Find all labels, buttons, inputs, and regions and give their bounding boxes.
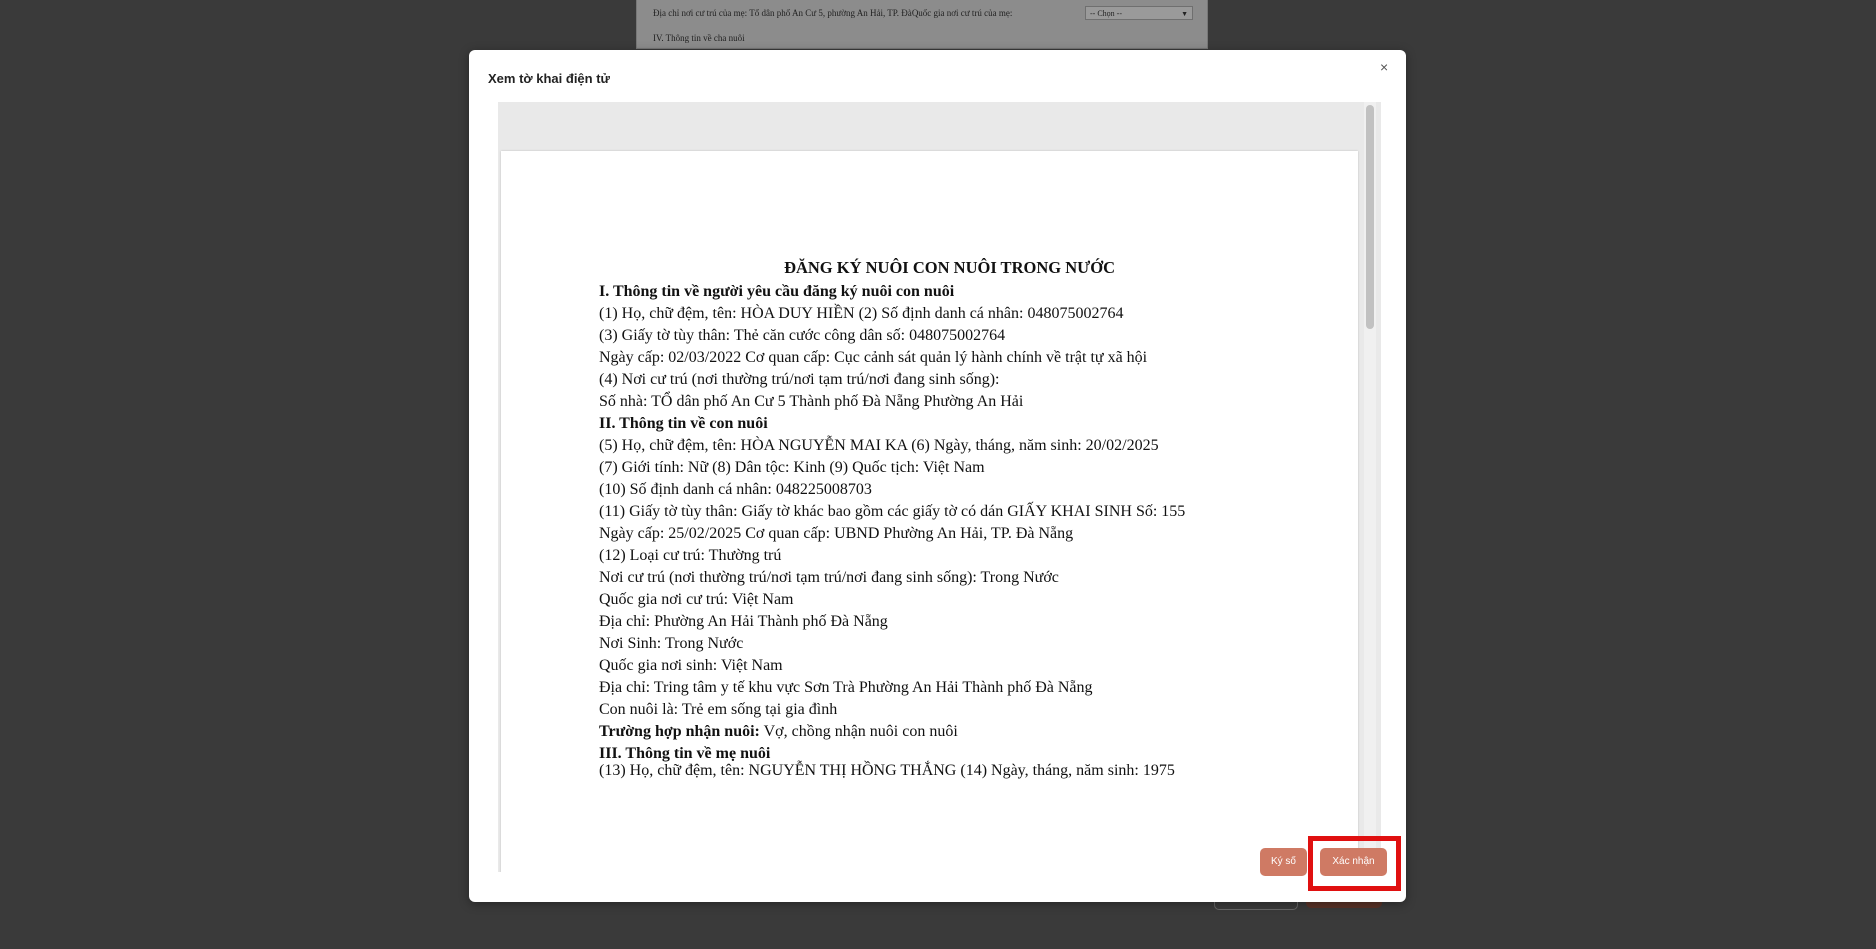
document-line: Địa chỉ: Tring tâm y tế khu vực Sơn Trà Phường An Hải Thành phố Đà Nẵng	[599, 679, 1093, 696]
document-page	[501, 151, 1358, 872]
document-line: (11) Giấy tờ tùy thân: Giấy tờ khác bao gồm các giấy tờ có dán GIẤY KHAI SINH Số: 155	[599, 503, 1186, 520]
document-line: (10) Số định danh cá nhân: 048225008703	[599, 481, 872, 498]
document-line: (1) Họ, chữ đệm, tên: HÒA DUY HIỀN (2) Số định danh cá nhân: 048075002764	[599, 305, 1124, 322]
document-scrollbar[interactable]	[1364, 102, 1376, 872]
adoption-case-line	[599, 722, 958, 742]
document-line: (12) Loại cư trú: Thường trú	[599, 547, 782, 564]
bg-country-select	[1085, 6, 1193, 20]
bg-country-select-value: -- Chọn --	[1090, 9, 1122, 18]
section-2-heading: II. Thông tin về con nuôi	[599, 415, 768, 432]
document-line: (7) Giới tính: Nữ (8) Dân tộc: Kinh (9) Quốc tịch: Việt Nam	[599, 459, 985, 476]
document-line: (13) Họ, chữ đệm, tên: NGUYỄN THỊ HỒNG THẮNG (14) Ngày, tháng, năm sinh: 1975	[599, 762, 1175, 779]
document-line: Quốc gia nơi cư trú: Việt Nam	[599, 591, 794, 608]
document-line: (5) Họ, chữ đệm, tên: HÒA NGUYỄN MAI KA (6) Ngày, tháng, năm sinh: 20/02/2025	[599, 437, 1159, 454]
scrollbar-thumb[interactable]	[1366, 105, 1374, 329]
adoption-case-label: Trường hợp nhận nuôi:	[599, 723, 760, 740]
document-line: Con nuôi là: Trẻ em sống tại gia đình	[599, 701, 838, 718]
background-form	[636, 0, 1208, 49]
document-line: Nơi cư trú (nơi thường trú/nơi tạm trú/nơi đang sinh sống): Trong Nước	[599, 569, 1059, 586]
bg-address-label: Địa chỉ nơi cư trú của mẹ:	[653, 8, 748, 18]
document-title: ĐĂNG KÝ NUÔI CON NUÔI TRONG NƯỚC	[784, 258, 1115, 277]
close-icon[interactable]: ×	[1380, 59, 1389, 75]
declaration-preview-modal	[469, 50, 1406, 902]
adoption-case-value: Vợ, chồng nhận nuôi con nuôi	[759, 723, 958, 740]
chevron-down-icon: ▼	[1181, 10, 1188, 18]
document-line: Địa chỉ: Phường An Hải Thành phố Đà Nẵng	[599, 613, 888, 630]
bg-country-label: Quốc gia nơi cư trú của mẹ:	[911, 8, 1013, 18]
section-1-heading: I. Thông tin về người yêu cầu đăng ký nuôi con nuôi	[599, 283, 955, 300]
modal-title: Xem tờ khai điện tử	[488, 71, 610, 86]
document-line: Ngày cấp: 25/02/2025 Cơ quan cấp: UBND Phường An Hải, TP. Đà Nẵng	[599, 525, 1074, 542]
document-line: Nơi Sinh: Trong Nước	[599, 635, 744, 652]
document-line: (4) Nơi cư trú (nơi thường trú/nơi tạm trú/nơi đang sinh sống):	[599, 371, 1000, 388]
bg-section-father: IV. Thông tin về cha nuôi	[653, 33, 745, 43]
section-3-heading: III. Thông tin về mẹ nuôi	[599, 745, 771, 762]
document-line: Số nhà: TỔ dân phố An Cư 5 Thành phố Đà Nẵng Phường An Hải	[599, 393, 1024, 410]
confirm-button[interactable]: Xác nhận	[1320, 848, 1387, 876]
document-line: (3) Giấy tờ tùy thân: Thẻ căn cước công dân số: 048075002764	[599, 327, 1006, 344]
confirm-button-highlight	[1308, 836, 1401, 891]
bg-address-value: Tổ dân phố An Cư 5, phường An Hải, TP. Đà	[749, 8, 912, 18]
document-line: Quốc gia nơi sinh: Việt Nam	[599, 657, 783, 674]
document-line: Ngày cấp: 02/03/2022 Cơ quan cấp: Cục cảnh sát quản lý hành chính về trật tự xã hội	[599, 349, 1148, 366]
document-viewer[interactable]	[498, 102, 1381, 872]
bg-address-row	[653, 8, 1012, 18]
digital-sign-button[interactable]: Ký số	[1260, 848, 1307, 876]
